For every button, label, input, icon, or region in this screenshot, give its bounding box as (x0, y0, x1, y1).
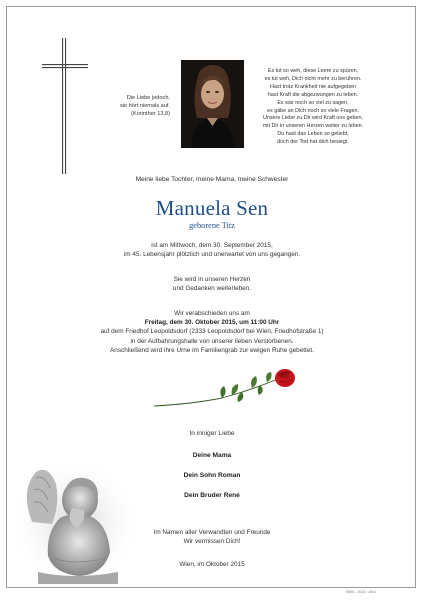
funeral-line: Anschließend wird ihre Urne im Familiengrab zur ewigen Ruhe gebettet. (110, 346, 314, 354)
place-date: Wien, im Oktober 2015 (179, 561, 245, 568)
poem-line: Unsere Liebe zu Dir wird Kraft uns geben, (262, 115, 364, 122)
family-member: Dein Sohn Roman (183, 472, 241, 479)
funeral-line: Wir verabschieden uns am (174, 310, 250, 317)
footer-text (0, 528, 424, 546)
poem-line: Hast trotz Krankheit nie aufgegeben (269, 83, 356, 90)
poem (258, 68, 368, 147)
poem-line: Du hast das Leben so geliebt, (277, 131, 349, 138)
poem-line: Es tut so weh, diese Leere zu spüren, (267, 68, 359, 74)
footer-line: Wir vermissen Dich! (183, 538, 241, 546)
hearts-line: und Gedanken weiterleben. (172, 285, 252, 293)
rose-icon (152, 366, 298, 414)
bible-quote (82, 94, 170, 118)
death-notice-line: im 45. Lebensjahr plötzlich und unerwartet von uns gegangen. (123, 251, 301, 259)
poem-line: es tut weh, Dich nicht mehr zu berühren. (264, 75, 362, 82)
funeral-date-text: Freitag, dem 30. Oktober 2015, um 11:00 Uhr (144, 319, 280, 327)
death-notice (0, 241, 424, 259)
maiden-name: geborene Titz (189, 221, 235, 230)
funeral-date (0, 318, 424, 327)
deceased-name: Manuela Sen (155, 196, 269, 220)
funeral-line: auf dem Friedhof Leopoldsdorf (2333 Leopoldsdorf bei Wien, Friedhofstraße 1) (100, 328, 324, 336)
hearts-text (0, 275, 424, 293)
family-member: Dein Bruder René (184, 492, 240, 499)
footer-line: Im Namen aller Verwandten und Freunde (153, 529, 271, 536)
poem-line: hast Kraft die abgezwungen zu leben. (267, 91, 359, 98)
quote-line: (Korinther 13,8) (131, 111, 170, 117)
mourning-heading: In inniger Liebe (189, 430, 235, 437)
portrait-photo (181, 60, 244, 148)
poem-line: Es wär noch so viel zu sagen, (277, 99, 349, 106)
quote-line: Die Liebe jedoch, (126, 95, 170, 101)
quote-line: sie hört niemals auf. (119, 103, 170, 109)
hearts-line: Sie wird in unseren Herzen (173, 276, 251, 283)
intro-text: Meine liebe Tochter, meine Mama, meine Schwester (135, 176, 289, 183)
funeral-line: in der Aufbahrungshalle von unserer lieben Verstorbenen. (130, 337, 294, 345)
poem-line: es gäbe an Dich noch so viele Fragen. (267, 107, 359, 114)
family-member: Deine Mama (192, 452, 232, 459)
poem-line: doch der Tod hat dich besiegt. (277, 139, 349, 146)
funeral-info (0, 309, 424, 355)
poem-line: mit Dir in unseren Herzen weiter zu leben. (262, 123, 364, 130)
print-codes: 0000 - 2015 / 1001 (346, 590, 377, 594)
death-notice-line: ist am Mittwoch, dem 30. September 2015, (151, 242, 273, 249)
